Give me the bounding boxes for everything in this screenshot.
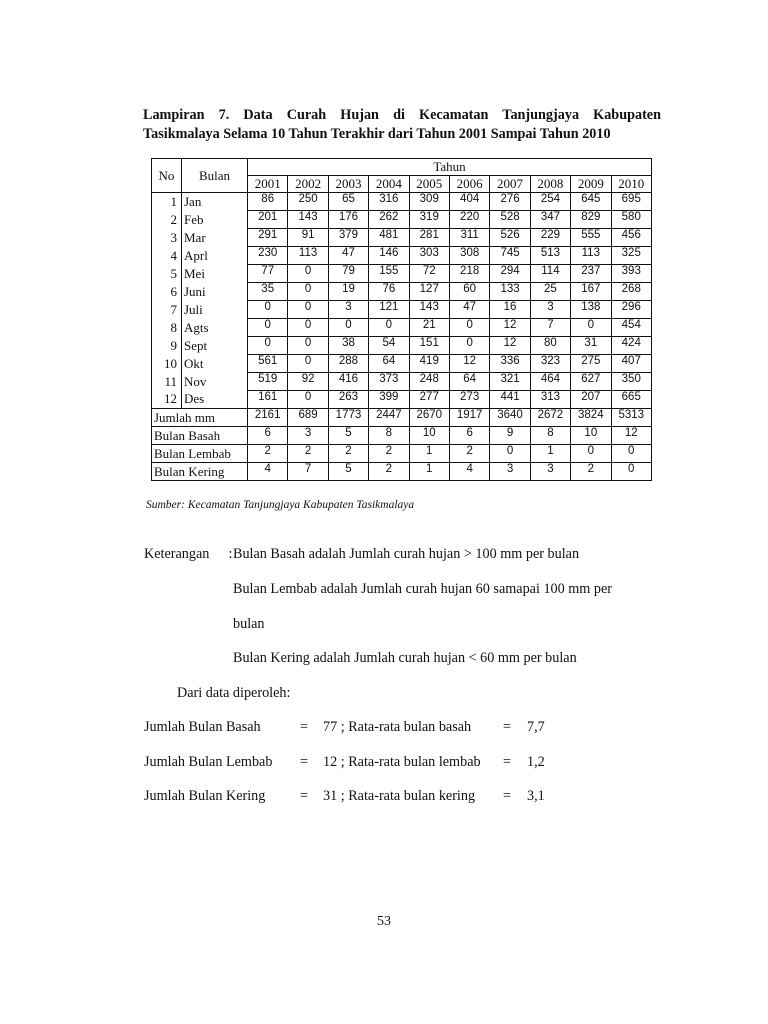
rainfall-cell: 419 bbox=[409, 355, 449, 373]
summary-cell: 0 bbox=[611, 463, 651, 481]
result-basah-value: 77 ; Rata-rata bulan basah bbox=[323, 719, 472, 735]
summary-cell: 10 bbox=[409, 427, 449, 445]
row-month: Agts bbox=[182, 319, 248, 337]
row-month: Juli bbox=[182, 301, 248, 319]
summary-cell: 12 bbox=[611, 427, 651, 445]
rainfall-cell: 0 bbox=[288, 391, 328, 409]
keterangan-text: Keterangan bbox=[144, 546, 210, 562]
summary-cell: 3 bbox=[288, 427, 328, 445]
rainfall-cell: 277 bbox=[409, 391, 449, 409]
result-lembab-eq: = bbox=[300, 754, 309, 770]
rainfall-cell: 441 bbox=[490, 391, 530, 409]
summary-cell: 2447 bbox=[369, 409, 409, 427]
rainfall-cell: 263 bbox=[328, 391, 368, 409]
row-number: 8 bbox=[152, 319, 182, 337]
rainfall-cell: 288 bbox=[328, 355, 368, 373]
rainfall-cell: 207 bbox=[571, 391, 611, 409]
rainfall-cell: 0 bbox=[288, 301, 328, 319]
row-month: Feb bbox=[182, 211, 248, 229]
header-bulan: Bulan bbox=[182, 159, 248, 193]
row-number: 3 bbox=[152, 229, 182, 247]
rainfall-cell: 64 bbox=[369, 355, 409, 373]
rainfall-cell: 64 bbox=[449, 373, 489, 391]
row-month: Nov bbox=[182, 373, 248, 391]
rainfall-cell: 220 bbox=[449, 211, 489, 229]
summary-cell: 10 bbox=[571, 427, 611, 445]
rainfall-cell: 113 bbox=[571, 247, 611, 265]
def-kering: Bulan Kering adalah Jumlah curah hujan < 60 mm per bulan bbox=[233, 650, 577, 666]
year-header: 2007 bbox=[490, 176, 530, 193]
result-kering-value: 31 ; Rata-rata bulan kering bbox=[323, 788, 476, 804]
rainfall-cell: 319 bbox=[409, 211, 449, 229]
summary-cell: 0 bbox=[611, 445, 651, 463]
rainfall-cell: 12 bbox=[490, 337, 530, 355]
result-basah-avg: 7,7 bbox=[527, 719, 545, 735]
rainfall-cell: 92 bbox=[288, 373, 328, 391]
rainfall-cell: 80 bbox=[530, 337, 570, 355]
summary-label: Bulan Basah bbox=[152, 427, 248, 445]
rainfall-cell: 254 bbox=[530, 193, 570, 211]
summary-cell: 6 bbox=[449, 427, 489, 445]
year-header: 2005 bbox=[409, 176, 449, 193]
rainfall-cell: 829 bbox=[571, 211, 611, 229]
table-row bbox=[152, 337, 652, 355]
table-row bbox=[152, 355, 652, 373]
rainfall-cell: 91 bbox=[288, 229, 328, 247]
row-month: Okt bbox=[182, 355, 248, 373]
def-basah: Bulan Basah adalah Jumlah curah hujan > 100 mm per bulan bbox=[233, 546, 580, 562]
summary-row bbox=[152, 409, 652, 427]
rainfall-cell: 35 bbox=[248, 283, 288, 301]
rainfall-cell: 464 bbox=[530, 373, 570, 391]
rainfall-cell: 273 bbox=[449, 391, 489, 409]
rainfall-cell: 0 bbox=[288, 319, 328, 337]
year-header: 2001 bbox=[248, 176, 288, 193]
rainfall-cell: 201 bbox=[248, 211, 288, 229]
rainfall-cell: 155 bbox=[369, 265, 409, 283]
row-number: 4 bbox=[152, 247, 182, 265]
row-number: 1 bbox=[152, 193, 182, 211]
row-month: Juni bbox=[182, 283, 248, 301]
rainfall-cell: 0 bbox=[288, 265, 328, 283]
table-row bbox=[152, 211, 652, 229]
summary-cell: 4 bbox=[248, 463, 288, 481]
rainfall-cell: 248 bbox=[409, 373, 449, 391]
keterangan-label bbox=[144, 546, 232, 563]
rainfall-table bbox=[151, 158, 652, 481]
summary-cell: 8 bbox=[530, 427, 570, 445]
rainfall-cell: 77 bbox=[248, 265, 288, 283]
rainfall-cell: 416 bbox=[328, 373, 368, 391]
summary-cell: 3824 bbox=[571, 409, 611, 427]
rainfall-cell: 0 bbox=[288, 337, 328, 355]
summary-cell: 3 bbox=[530, 463, 570, 481]
rainfall-cell: 308 bbox=[449, 247, 489, 265]
rainfall-cell: 561 bbox=[248, 355, 288, 373]
result-kering-avg: 3,1 bbox=[527, 788, 545, 804]
row-number: 7 bbox=[152, 301, 182, 319]
rainfall-cell: 627 bbox=[571, 373, 611, 391]
rainfall-cell: 76 bbox=[369, 283, 409, 301]
source-note: Sumber: Kecamatan Tanjungjaya Kabupaten Tasikmalaya bbox=[146, 499, 415, 511]
summary-cell: 1917 bbox=[449, 409, 489, 427]
rainfall-cell: 127 bbox=[409, 283, 449, 301]
rainfall-cell: 294 bbox=[490, 265, 530, 283]
rainfall-cell: 336 bbox=[490, 355, 530, 373]
summary-row bbox=[152, 427, 652, 445]
rainfall-cell: 25 bbox=[530, 283, 570, 301]
rainfall-cell: 454 bbox=[611, 319, 651, 337]
summary-cell: 1 bbox=[409, 445, 449, 463]
table-row bbox=[152, 373, 652, 391]
rainfall-cell: 79 bbox=[328, 265, 368, 283]
rainfall-cell: 347 bbox=[530, 211, 570, 229]
summary-cell: 2 bbox=[571, 463, 611, 481]
rainfall-cell: 0 bbox=[449, 319, 489, 337]
keterangan-colon: : bbox=[228, 546, 233, 562]
row-number: 5 bbox=[152, 265, 182, 283]
result-basah-label: Jumlah Bulan Basah bbox=[144, 719, 261, 735]
result-basah-eq: = bbox=[300, 719, 309, 735]
table-row bbox=[152, 391, 652, 409]
rainfall-cell: 38 bbox=[328, 337, 368, 355]
row-number: 6 bbox=[152, 283, 182, 301]
result-kering-eq2: = bbox=[503, 788, 512, 804]
result-lembab-value: 12 ; Rata-rata bulan lembab bbox=[323, 754, 481, 770]
rainfall-cell: 373 bbox=[369, 373, 409, 391]
rainfall-cell: 143 bbox=[409, 301, 449, 319]
rainfall-cell: 12 bbox=[490, 319, 530, 337]
result-kering-eq: = bbox=[300, 788, 309, 804]
rainfall-cell: 303 bbox=[409, 247, 449, 265]
rainfall-cell: 151 bbox=[409, 337, 449, 355]
result-lembab-eq2: = bbox=[503, 754, 512, 770]
summary-cell: 2 bbox=[449, 445, 489, 463]
row-number: 12 bbox=[152, 391, 182, 409]
title-line-1: Lampiran 7. Data Curah Hujan di Kecamatan Tanjungjaya Kabupaten bbox=[143, 107, 661, 123]
rainfall-cell: 407 bbox=[611, 355, 651, 373]
rainfall-cell: 237 bbox=[571, 265, 611, 283]
rainfall-cell: 218 bbox=[449, 265, 489, 283]
rainfall-cell: 3 bbox=[530, 301, 570, 319]
rainfall-cell: 268 bbox=[611, 283, 651, 301]
rainfall-cell: 19 bbox=[328, 283, 368, 301]
summary-cell: 6 bbox=[248, 427, 288, 445]
rainfall-cell: 296 bbox=[611, 301, 651, 319]
rainfall-cell: 695 bbox=[611, 193, 651, 211]
rainfall-cell: 133 bbox=[490, 283, 530, 301]
summary-row bbox=[152, 463, 652, 481]
summary-cell: 1 bbox=[530, 445, 570, 463]
def-lembab-line-1: Bulan Lembab adalah Jumlah curah hujan 60 samapai 100 mm per bbox=[233, 581, 613, 597]
row-month: Mei bbox=[182, 265, 248, 283]
row-month: Sept bbox=[182, 337, 248, 355]
table-row bbox=[152, 319, 652, 337]
row-month: Aprl bbox=[182, 247, 248, 265]
rainfall-cell: 0 bbox=[248, 337, 288, 355]
rainfall-cell: 0 bbox=[288, 355, 328, 373]
summary-cell: 1773 bbox=[328, 409, 368, 427]
rainfall-cell: 114 bbox=[530, 265, 570, 283]
table-body bbox=[152, 193, 652, 481]
summary-cell: 2 bbox=[369, 463, 409, 481]
row-month: Jan bbox=[182, 193, 248, 211]
summary-cell: 3 bbox=[490, 463, 530, 481]
rainfall-cell: 229 bbox=[530, 229, 570, 247]
summary-cell: 0 bbox=[490, 445, 530, 463]
rainfall-cell: 146 bbox=[369, 247, 409, 265]
summary-cell: 5313 bbox=[611, 409, 651, 427]
row-number: 10 bbox=[152, 355, 182, 373]
year-header: 2009 bbox=[571, 176, 611, 193]
rainfall-cell: 65 bbox=[328, 193, 368, 211]
result-lembab-avg: 1,2 bbox=[527, 754, 545, 770]
title-line-2: Tasikmalaya Selama 10 Tahun Terakhir dari Tahun 2001 Sampai Tahun 2010 bbox=[143, 126, 611, 142]
result-basah-eq2: = bbox=[503, 719, 512, 735]
year-header: 2010 bbox=[611, 176, 651, 193]
rainfall-cell: 645 bbox=[571, 193, 611, 211]
rainfall-cell: 393 bbox=[611, 265, 651, 283]
rainfall-cell: 113 bbox=[288, 247, 328, 265]
summary-cell: 2 bbox=[248, 445, 288, 463]
summary-cell: 2672 bbox=[530, 409, 570, 427]
summary-cell: 1 bbox=[409, 463, 449, 481]
row-number: 11 bbox=[152, 373, 182, 391]
rainfall-cell: 3 bbox=[328, 301, 368, 319]
rainfall-cell: 72 bbox=[409, 265, 449, 283]
diperoleh-text: Dari data diperoleh: bbox=[177, 685, 291, 701]
rainfall-cell: 526 bbox=[490, 229, 530, 247]
rainfall-cell: 0 bbox=[248, 319, 288, 337]
rainfall-cell: 291 bbox=[248, 229, 288, 247]
summary-cell: 8 bbox=[369, 427, 409, 445]
rainfall-cell: 21 bbox=[409, 319, 449, 337]
summary-cell: 4 bbox=[449, 463, 489, 481]
summary-label: Bulan Lembab bbox=[152, 445, 248, 463]
rainfall-cell: 0 bbox=[288, 283, 328, 301]
header-no: No bbox=[152, 159, 182, 193]
row-month: Des bbox=[182, 391, 248, 409]
summary-cell: 5 bbox=[328, 463, 368, 481]
summary-label: Jumlah mm bbox=[152, 409, 248, 427]
rainfall-cell: 121 bbox=[369, 301, 409, 319]
table-row bbox=[152, 265, 652, 283]
table-head bbox=[152, 159, 652, 193]
rainfall-cell: 350 bbox=[611, 373, 651, 391]
rainfall-cell: 281 bbox=[409, 229, 449, 247]
table-row bbox=[152, 301, 652, 319]
rainfall-cell: 161 bbox=[248, 391, 288, 409]
rainfall-cell: 230 bbox=[248, 247, 288, 265]
row-month: Mar bbox=[182, 229, 248, 247]
rainfall-cell: 481 bbox=[369, 229, 409, 247]
rainfall-cell: 143 bbox=[288, 211, 328, 229]
rainfall-cell: 47 bbox=[449, 301, 489, 319]
rainfall-cell: 60 bbox=[449, 283, 489, 301]
rainfall-cell: 580 bbox=[611, 211, 651, 229]
rainfall-cell: 47 bbox=[328, 247, 368, 265]
rainfall-cell: 0 bbox=[449, 337, 489, 355]
summary-cell: 689 bbox=[288, 409, 328, 427]
table-row bbox=[152, 283, 652, 301]
rainfall-cell: 0 bbox=[248, 301, 288, 319]
rainfall-cell: 86 bbox=[248, 193, 288, 211]
summary-cell: 2 bbox=[369, 445, 409, 463]
rainfall-cell: 54 bbox=[369, 337, 409, 355]
rainfall-cell: 513 bbox=[530, 247, 570, 265]
summary-cell: 2670 bbox=[409, 409, 449, 427]
rainfall-cell: 399 bbox=[369, 391, 409, 409]
rainfall-cell: 379 bbox=[328, 229, 368, 247]
rainfall-cell: 321 bbox=[490, 373, 530, 391]
summary-row bbox=[152, 445, 652, 463]
year-header: 2002 bbox=[288, 176, 328, 193]
rainfall-cell: 316 bbox=[369, 193, 409, 211]
rainfall-cell: 404 bbox=[449, 193, 489, 211]
summary-cell: 0 bbox=[571, 445, 611, 463]
summary-cell: 2 bbox=[328, 445, 368, 463]
result-kering-label: Jumlah Bulan Kering bbox=[144, 788, 266, 804]
rainfall-cell: 519 bbox=[248, 373, 288, 391]
rainfall-cell: 176 bbox=[328, 211, 368, 229]
rainfall-cell: 275 bbox=[571, 355, 611, 373]
rainfall-cell: 555 bbox=[571, 229, 611, 247]
table-row bbox=[152, 193, 652, 211]
rainfall-cell: 311 bbox=[449, 229, 489, 247]
summary-cell: 2 bbox=[288, 445, 328, 463]
rainfall-cell: 0 bbox=[571, 319, 611, 337]
summary-cell: 9 bbox=[490, 427, 530, 445]
rainfall-cell: 745 bbox=[490, 247, 530, 265]
summary-cell: 7 bbox=[288, 463, 328, 481]
page-number: 53 bbox=[377, 914, 391, 929]
summary-label: Bulan Kering bbox=[152, 463, 248, 481]
summary-cell: 3640 bbox=[490, 409, 530, 427]
rainfall-cell: 167 bbox=[571, 283, 611, 301]
summary-cell: 2161 bbox=[248, 409, 288, 427]
rainfall-cell: 7 bbox=[530, 319, 570, 337]
rainfall-cell: 0 bbox=[369, 319, 409, 337]
rainfall-cell: 309 bbox=[409, 193, 449, 211]
rainfall-cell: 138 bbox=[571, 301, 611, 319]
rainfall-cell: 325 bbox=[611, 247, 651, 265]
rainfall-cell: 16 bbox=[490, 301, 530, 319]
rainfall-cell: 313 bbox=[530, 391, 570, 409]
table-row bbox=[152, 229, 652, 247]
row-number: 2 bbox=[152, 211, 182, 229]
header-tahun: Tahun bbox=[248, 159, 652, 176]
summary-cell: 5 bbox=[328, 427, 368, 445]
rainfall-cell: 262 bbox=[369, 211, 409, 229]
def-lembab-line-2: bulan bbox=[233, 616, 265, 632]
year-header: 2008 bbox=[530, 176, 570, 193]
result-lembab-label: Jumlah Bulan Lembab bbox=[144, 754, 273, 770]
row-number: 9 bbox=[152, 337, 182, 355]
rainfall-cell: 323 bbox=[530, 355, 570, 373]
table-row bbox=[152, 247, 652, 265]
year-header: 2003 bbox=[328, 176, 368, 193]
rainfall-cell: 456 bbox=[611, 229, 651, 247]
rainfall-cell: 665 bbox=[611, 391, 651, 409]
rainfall-cell: 424 bbox=[611, 337, 651, 355]
year-header: 2004 bbox=[369, 176, 409, 193]
rainfall-cell: 31 bbox=[571, 337, 611, 355]
rainfall-cell: 0 bbox=[328, 319, 368, 337]
rainfall-cell: 528 bbox=[490, 211, 530, 229]
year-header: 2006 bbox=[449, 176, 489, 193]
rainfall-cell: 12 bbox=[449, 355, 489, 373]
page-title bbox=[143, 106, 661, 144]
rainfall-cell: 276 bbox=[490, 193, 530, 211]
rainfall-cell: 250 bbox=[288, 193, 328, 211]
